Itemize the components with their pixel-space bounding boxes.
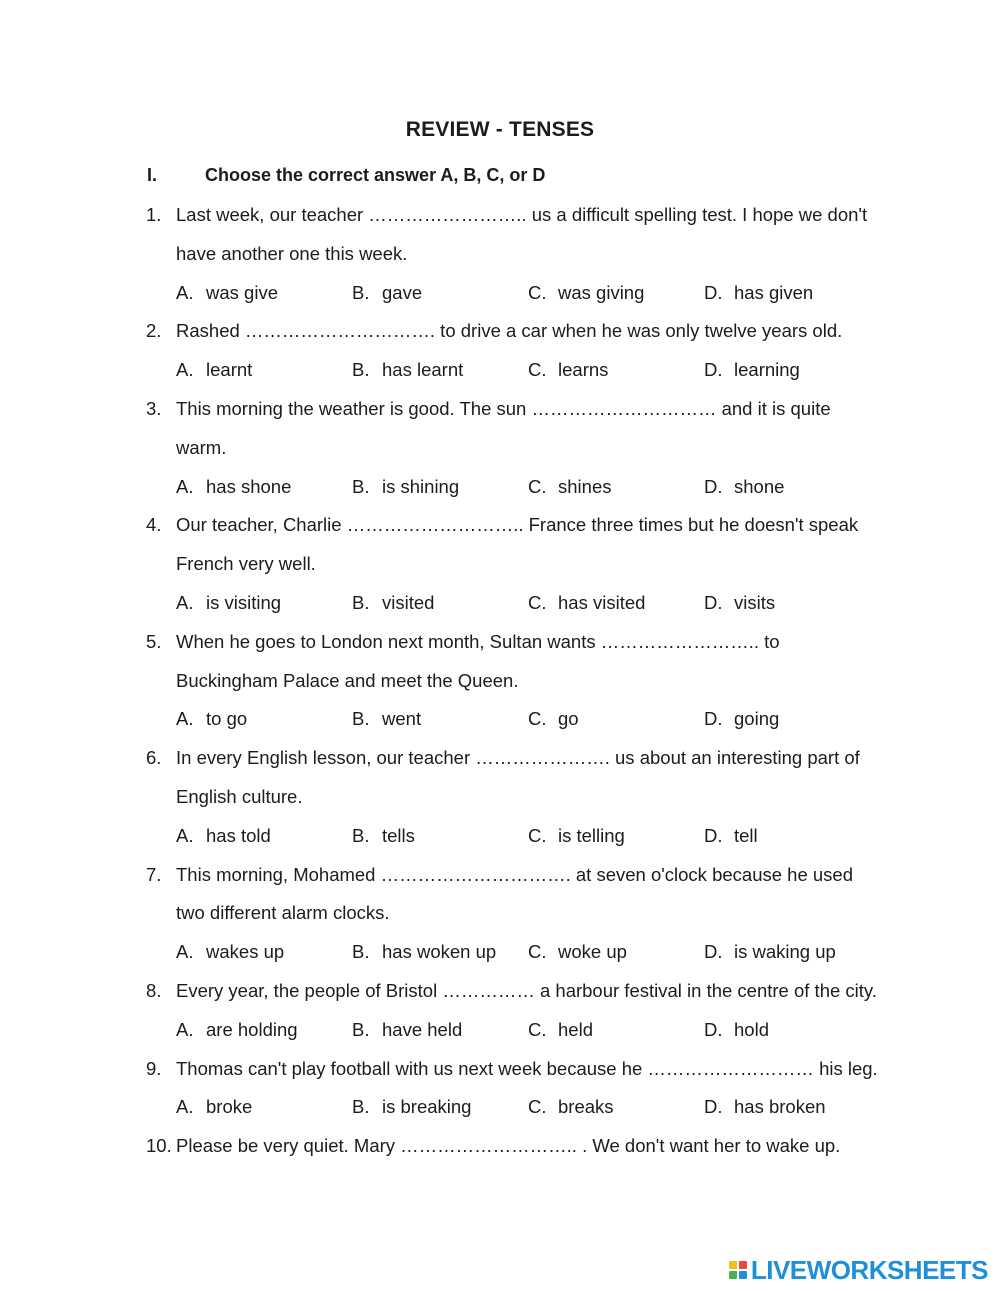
option-text: woke up: [558, 941, 627, 963]
answer-option[interactable]: [528, 700, 704, 739]
option-letter: C.: [528, 359, 547, 381]
question-item: [146, 739, 886, 855]
question-item: [146, 390, 886, 506]
answer-option[interactable]: [352, 468, 528, 507]
option-letter: C.: [528, 1018, 547, 1040]
option-letter: C.: [528, 708, 547, 730]
answer-option[interactable]: [176, 933, 352, 972]
question-item: [146, 506, 886, 622]
option-letter: D.: [704, 359, 723, 381]
option-letter: A.: [176, 591, 194, 613]
option-text: have held: [382, 1018, 463, 1040]
question-item: [146, 196, 886, 312]
section-number: I.: [147, 165, 158, 185]
question-item: [146, 1050, 886, 1128]
liveworksheets-logo-icon: [729, 1261, 747, 1279]
option-text: visits: [734, 591, 776, 613]
option-text: has learnt: [382, 359, 464, 381]
answer-option[interactable]: [704, 700, 880, 739]
answer-option[interactable]: [352, 933, 528, 972]
option-text: breaks: [558, 1096, 614, 1118]
option-text: tells: [382, 824, 415, 846]
option-text: broke: [206, 1096, 253, 1118]
question-stem: In every English lesson, our teacher …………………. us about an interesting part of English culture.: [176, 747, 860, 807]
answer-option[interactable]: [528, 274, 704, 313]
option-letter: B.: [352, 1096, 370, 1118]
option-letter: B.: [352, 475, 370, 497]
answer-options: [176, 817, 886, 856]
answer-options: [176, 700, 886, 739]
option-text: has broken: [734, 1096, 826, 1118]
answer-option[interactable]: [176, 468, 352, 507]
answer-option[interactable]: [176, 584, 352, 623]
option-text: wakes up: [206, 941, 285, 963]
answer-option[interactable]: [528, 1088, 704, 1127]
option-letter: A.: [176, 475, 194, 497]
option-text: tell: [734, 824, 758, 846]
question-number: 6.: [146, 747, 162, 769]
answer-option[interactable]: [528, 817, 704, 856]
answer-option[interactable]: [352, 584, 528, 623]
question-list: [146, 196, 886, 1166]
option-text: was giving: [558, 281, 645, 303]
option-letter: B.: [352, 1018, 370, 1040]
option-text: has given: [734, 281, 814, 303]
option-text: is shining: [382, 475, 460, 497]
option-text: was give: [206, 281, 278, 303]
option-text: has shone: [206, 475, 292, 497]
option-letter: C.: [528, 824, 547, 846]
question-number: 3.: [146, 397, 162, 419]
question-number: 8.: [146, 979, 162, 1001]
answer-option[interactable]: [528, 933, 704, 972]
option-letter: A.: [176, 1018, 194, 1040]
option-letter: D.: [704, 591, 723, 613]
answer-option[interactable]: [528, 584, 704, 623]
page-title: REVIEW - TENSES: [405, 118, 595, 141]
answer-option[interactable]: [176, 274, 352, 313]
question-number: 10.: [146, 1135, 172, 1157]
question-stem: Our teacher, Charlie ……………………….. France three times but he doesn't speak French very well.: [176, 514, 859, 575]
answer-option[interactable]: [704, 817, 880, 856]
option-letter: D.: [704, 708, 723, 730]
option-text: has told: [206, 824, 271, 846]
question-number: 4.: [146, 514, 162, 536]
answer-option[interactable]: [352, 700, 528, 739]
option-letter: C.: [528, 281, 547, 303]
option-letter: B.: [352, 281, 370, 303]
option-text: shines: [558, 475, 612, 497]
option-letter: A.: [176, 281, 194, 303]
question-item: [146, 1127, 886, 1166]
answer-options: [176, 468, 886, 507]
answer-options: [176, 584, 886, 623]
option-text: has woken up: [382, 941, 497, 963]
option-text: learning: [734, 359, 800, 381]
question-stem: This morning, Mohamed …………………………. at seven o'clock because he used two different alarm clocks.: [176, 863, 853, 924]
answer-option[interactable]: [528, 468, 704, 507]
answer-option[interactable]: [704, 1011, 880, 1050]
option-letter: D.: [704, 824, 723, 846]
option-letter: B.: [352, 708, 370, 730]
question-item: [146, 312, 886, 390]
section-heading: [147, 165, 545, 186]
option-text: going: [734, 708, 780, 730]
option-letter: C.: [528, 1096, 547, 1118]
question-stem: When he goes to London next month, Sultan wants …………………….. to Buckingham Palace and meet the Queen.: [176, 630, 780, 691]
answer-option[interactable]: [176, 817, 352, 856]
question-item: [146, 972, 886, 1050]
answer-option[interactable]: [704, 933, 880, 972]
option-letter: A.: [176, 359, 194, 381]
option-letter: A.: [176, 941, 194, 963]
option-letter: D.: [704, 1018, 723, 1040]
answer-option[interactable]: [176, 1011, 352, 1050]
question-stem: Every year, the people of Bristol …………… a harbour festival in the centre of the city.: [176, 979, 877, 1001]
question-stem: Please be very quiet. Mary ……………………….. . We don't want her to wake up.: [176, 1135, 841, 1157]
option-text: visited: [382, 591, 435, 613]
answer-option[interactable]: [176, 700, 352, 739]
option-text: to go: [206, 708, 248, 730]
option-text: learns: [558, 359, 609, 381]
logo-square: [739, 1261, 747, 1269]
option-text: is telling: [558, 824, 625, 846]
answer-option[interactable]: [704, 1088, 880, 1127]
question-stem: Rashed …………………………. to drive a car when he was only twelve years old.: [176, 320, 843, 342]
answer-options: [176, 933, 886, 972]
logo-square: [729, 1271, 737, 1279]
answer-option[interactable]: [704, 351, 880, 390]
option-text: learnt: [206, 359, 253, 381]
logo-text: LIVEWORKSHEETS: [750, 1254, 988, 1285]
option-letter: C.: [528, 941, 547, 963]
question-number: 9.: [146, 1057, 162, 1079]
answer-option[interactable]: [176, 1088, 352, 1127]
logo-square: [729, 1261, 737, 1269]
option-letter: A.: [176, 708, 194, 730]
option-text: has visited: [558, 591, 646, 613]
option-text: shone: [734, 475, 785, 497]
question-number: 1.: [146, 204, 162, 225]
answer-option[interactable]: [528, 351, 704, 390]
question-stem: Last week, our teacher …………………….. us a difficult spelling test. I hope we don't have another one this week.: [176, 204, 868, 264]
question-item: [146, 856, 886, 972]
question-number: 5.: [146, 630, 162, 652]
answer-option[interactable]: [176, 351, 352, 390]
option-text: hold: [734, 1018, 769, 1040]
logo-square: [739, 1271, 747, 1279]
option-text: is breaking: [382, 1096, 472, 1118]
option-letter: B.: [352, 591, 370, 613]
question-number: 2.: [146, 320, 162, 342]
answer-option[interactable]: [704, 274, 880, 313]
option-letter: D.: [704, 941, 723, 963]
option-letter: C.: [528, 591, 547, 613]
option-text: are holding: [206, 1018, 298, 1040]
answer-option[interactable]: [352, 817, 528, 856]
option-letter: A.: [176, 824, 194, 846]
answer-options: [176, 274, 886, 313]
answer-option[interactable]: [704, 468, 880, 507]
section-instruction: Choose the correct answer A, B, C, or D: [205, 165, 546, 185]
option-letter: B.: [352, 941, 370, 963]
liveworksheets-logo: [729, 1255, 988, 1285]
option-text: go: [558, 708, 579, 730]
option-text: went: [382, 708, 422, 730]
option-letter: B.: [352, 359, 370, 381]
question-item: [146, 623, 886, 739]
option-letter: C.: [528, 475, 547, 497]
answer-option[interactable]: [528, 1011, 704, 1050]
option-text: held: [558, 1018, 593, 1040]
answer-option[interactable]: [704, 584, 880, 623]
option-text: gave: [382, 281, 423, 303]
question-stem: Thomas can't play football with us next week because he ……………………… his leg.: [176, 1057, 878, 1079]
option-letter: D.: [704, 281, 723, 303]
option-text: is waking up: [734, 941, 836, 963]
answer-options: [176, 1011, 886, 1050]
option-letter: D.: [704, 475, 723, 497]
answer-option[interactable]: [352, 1088, 528, 1127]
option-letter: B.: [352, 824, 370, 846]
question-number: 7.: [146, 863, 162, 885]
option-text: is visiting: [206, 591, 282, 613]
answer-option[interactable]: [352, 274, 528, 313]
answer-option[interactable]: [352, 351, 528, 390]
option-letter: A.: [176, 1096, 194, 1118]
option-letter: D.: [704, 1096, 723, 1118]
answer-options: [176, 351, 886, 390]
question-stem: This morning the weather is good. The sun ………………………… and it is quite warm.: [176, 397, 831, 458]
answer-options: [176, 1088, 886, 1127]
answer-option[interactable]: [352, 1011, 528, 1050]
